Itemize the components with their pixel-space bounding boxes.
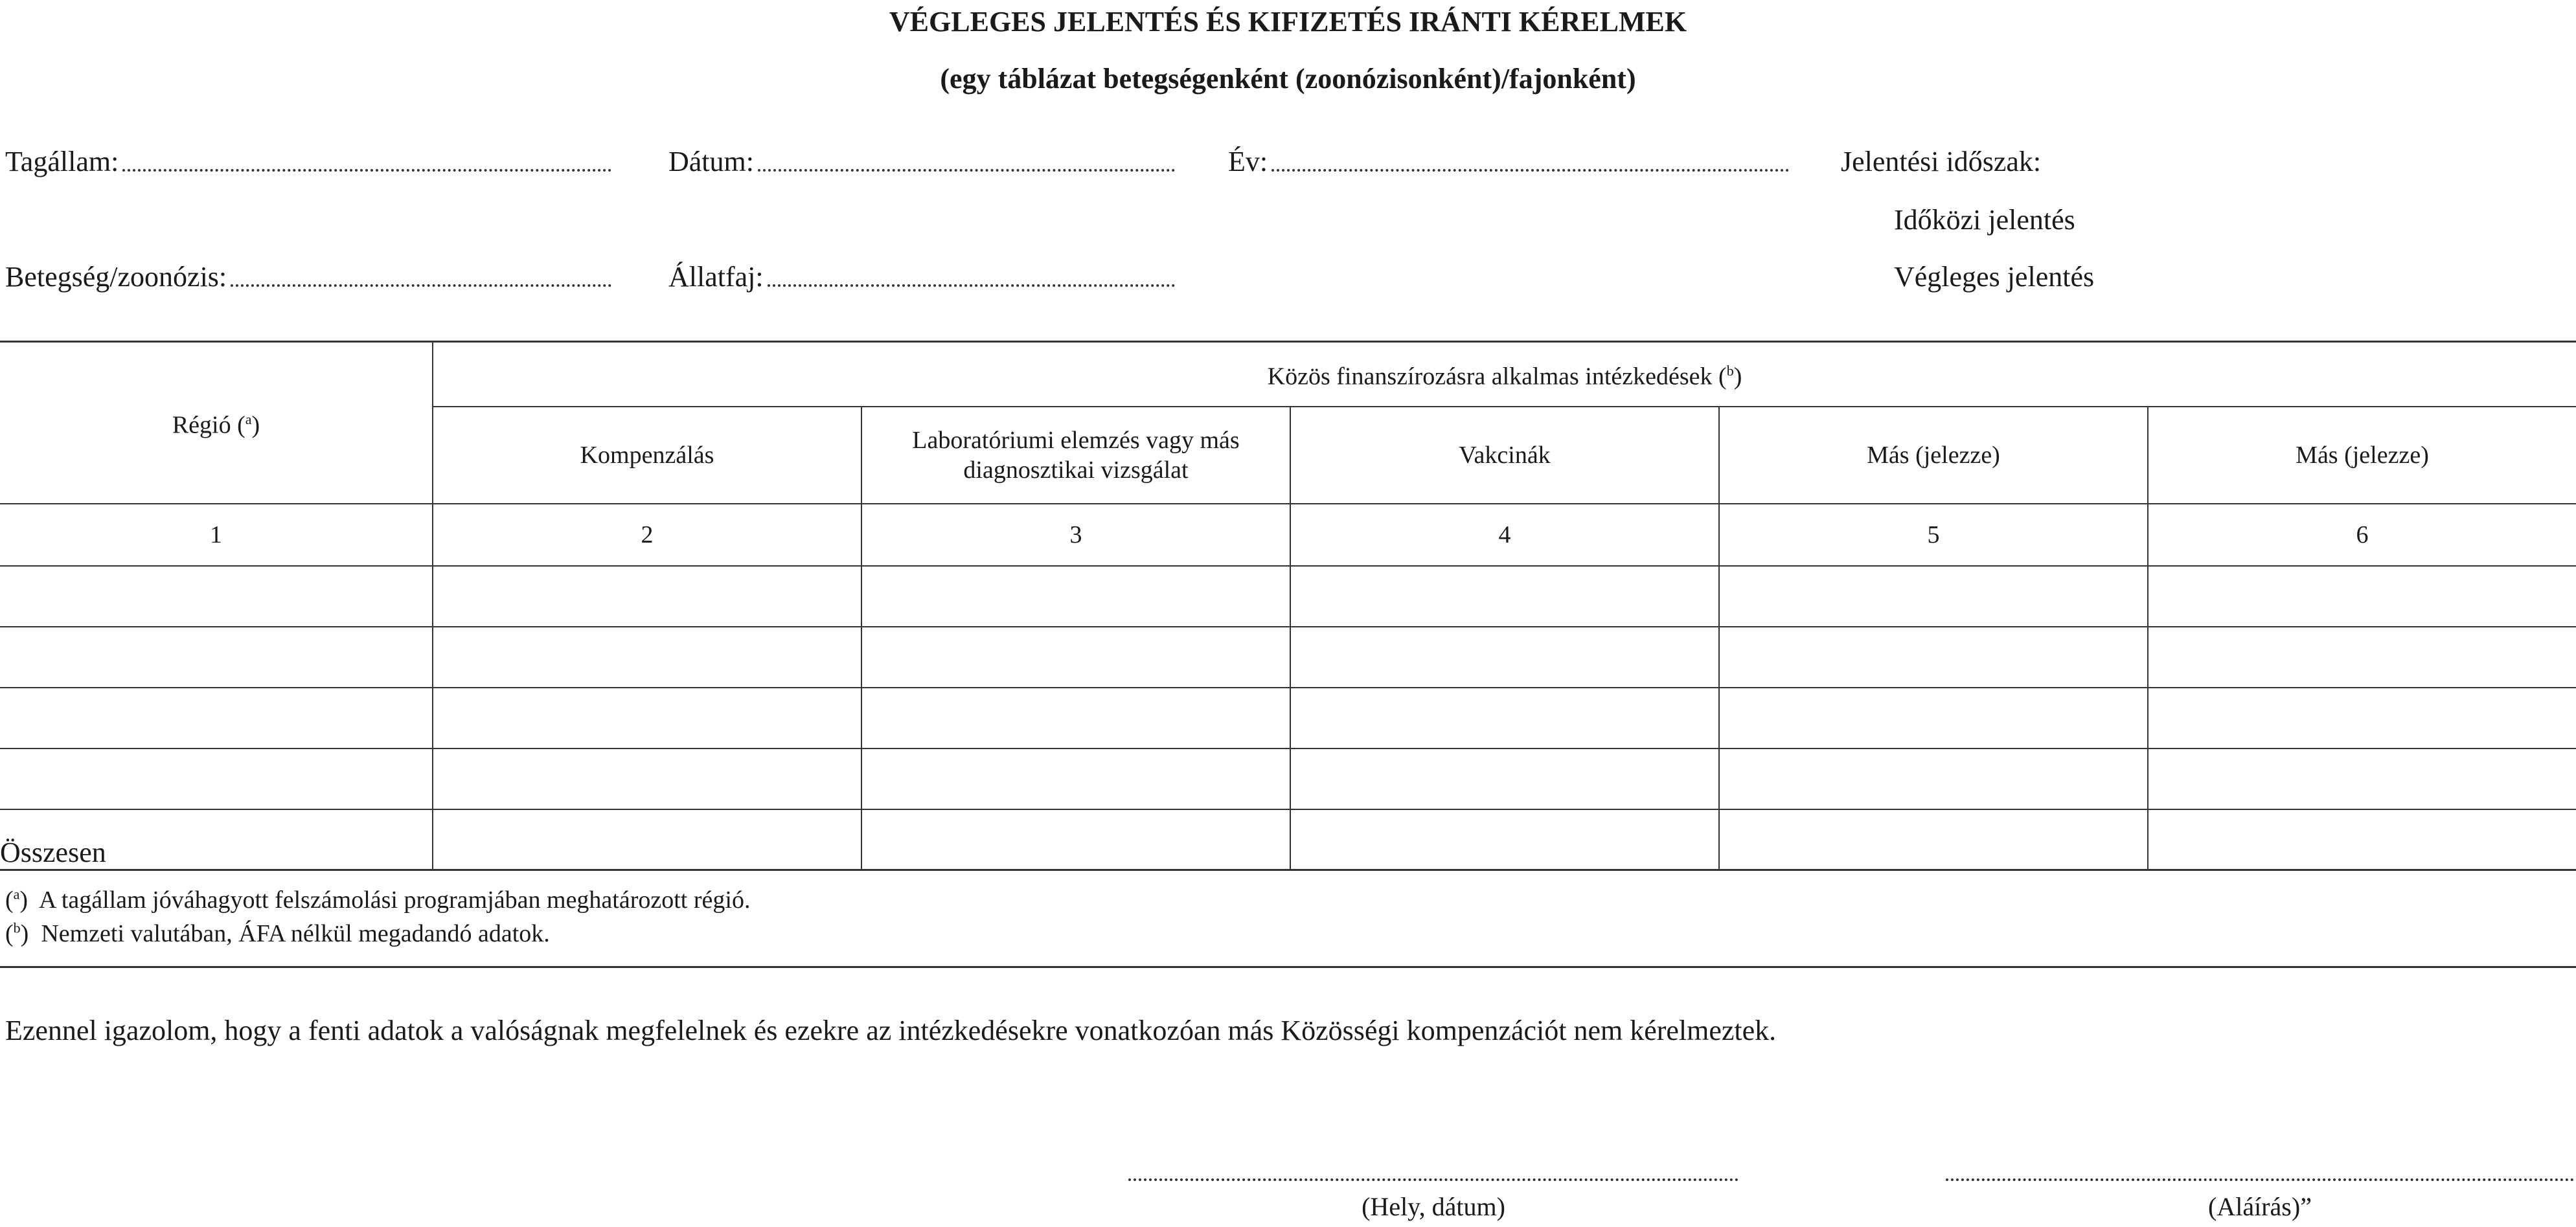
table-cell[interactable] — [1719, 627, 2148, 688]
table-cell[interactable] — [0, 627, 433, 688]
table-cell[interactable] — [1290, 688, 1719, 749]
table-row — [0, 688, 2576, 749]
species-label: Állatfaj: — [668, 261, 764, 293]
measures-table — [0, 341, 2576, 871]
total-cell[interactable] — [1719, 809, 2148, 870]
interim-report-option[interactable]: Időközi jelentés — [1894, 204, 2075, 236]
eligible-measures-note-mark: b — [1726, 363, 1734, 379]
table-cell[interactable] — [433, 566, 861, 627]
total-cell[interactable] — [1290, 809, 1719, 870]
certification-statement: Ezennel igazolom, hogy a fenti adatok a valóságnak megfelelnek és ezekre az intézkedésekre vonatkozóan más Közösségi kompenzációt nem kérelmeztek. — [5, 1015, 1777, 1046]
table-cell[interactable] — [0, 688, 433, 749]
column-number: 1 — [0, 504, 433, 566]
column-number: 5 — [1719, 504, 2148, 566]
column-header-other-2: Más (jelezze) — [2148, 407, 2576, 504]
date-dotted-line — [758, 164, 1175, 172]
table-cell[interactable] — [1290, 749, 1719, 809]
table-cell[interactable] — [0, 749, 433, 809]
column-number: 6 — [2148, 504, 2576, 566]
year-label: Év: — [1228, 146, 1268, 177]
table-cell[interactable] — [2148, 566, 2576, 627]
species-dotted-line — [768, 279, 1175, 287]
year-dotted-line — [1271, 164, 1789, 172]
region-header: Régió ($^a$) — [0, 342, 433, 504]
table-cell[interactable] — [1290, 627, 1719, 688]
column-number: 3 — [861, 504, 1290, 566]
document-subtitle: (egy táblázat betegségenként (zoonózisonként)/fajonként) — [940, 63, 1636, 95]
table-cell[interactable] — [861, 749, 1290, 809]
total-cell[interactable] — [2148, 809, 2576, 870]
footnote-b: ($^b$) Nemzeti valutában, ÁFA nélkül megadandó adatok. — [5, 919, 550, 947]
eligible-measures-header: Közös finanszírozásra alkalmas intézkedések ($^b$) — [433, 342, 2576, 407]
date-label: Dátum: — [668, 146, 754, 177]
member-state-dotted-line — [122, 164, 611, 172]
table-cell[interactable] — [433, 749, 861, 809]
footnote-divider — [0, 966, 2576, 968]
member-state-field[interactable] — [5, 145, 611, 178]
date-field[interactable] — [668, 145, 1175, 178]
signature-caption: (Aláírás)” — [2208, 1192, 2312, 1221]
disease-label: Betegség/zoonózis: — [5, 261, 227, 293]
disease-dotted-line — [231, 279, 611, 287]
table-cell[interactable] — [1719, 688, 2148, 749]
region-note-mark: a — [245, 411, 252, 428]
table-row — [0, 627, 2576, 688]
footnote-a-mark: a — [13, 886, 20, 903]
total-label: Összesen — [0, 809, 433, 870]
total-cell[interactable] — [861, 809, 1290, 870]
table-row — [0, 566, 2576, 627]
table-cell[interactable] — [861, 688, 1290, 749]
reporting-period-label: Jelentési időszak: — [1841, 146, 2042, 177]
footnote-a-text: A tagállam jóváhagyott felszámolási programjában meghatározott régió. — [38, 886, 751, 914]
table-cell[interactable] — [1290, 566, 1719, 627]
table-cell[interactable] — [0, 566, 433, 627]
footnote-b-text: Nemzeti valutában, ÁFA nélkül megadandó adatok. — [41, 920, 550, 947]
signature-line[interactable] — [1946, 1178, 2574, 1181]
table-cell[interactable] — [433, 688, 861, 749]
year-field[interactable] — [1228, 145, 1789, 178]
eligible-measures-text: Közös finanszírozásra alkalmas intézkedések — [1267, 363, 1713, 391]
column-number: 2 — [433, 504, 861, 566]
column-header-vaccines: Vakcinák — [1290, 407, 1719, 504]
table-cell[interactable] — [2148, 749, 2576, 809]
table-cell[interactable] — [1719, 566, 2148, 627]
footnote-a: ($^a$) A tagállam jóváhagyott felszámolási programjában meghatározott régió. — [5, 886, 751, 914]
table-row — [0, 749, 2576, 809]
table-cell[interactable] — [861, 566, 1290, 627]
place-date-caption: (Hely, dátum) — [1362, 1192, 1505, 1221]
column-number: 4 — [1290, 504, 1719, 566]
column-header-other-1: Más (jelezze) — [1719, 407, 2148, 504]
disease-field[interactable] — [5, 260, 611, 293]
table-cell[interactable] — [2148, 627, 2576, 688]
column-header-compensation: Kompenzálás — [433, 407, 861, 504]
document-title: VÉGLEGES JELENTÉS ÉS KIFIZETÉS IRÁNTI KÉRELMEK — [889, 6, 1687, 38]
table-cell[interactable] — [433, 627, 861, 688]
table-cell[interactable] — [1719, 749, 2148, 809]
species-field[interactable] — [668, 260, 1175, 293]
table-cell[interactable] — [2148, 688, 2576, 749]
footnote-b-mark: b — [13, 919, 21, 936]
total-row — [0, 809, 2576, 870]
column-header-lab-analysis: Laboratóriumi elemzés vagy más diagnosztikai vizsgálat — [861, 407, 1290, 504]
region-header-text: Régió — [172, 412, 231, 440]
total-cell[interactable] — [433, 809, 861, 870]
table-cell[interactable] — [861, 627, 1290, 688]
final-report-option[interactable]: Végleges jelentés — [1894, 261, 2095, 293]
member-state-label: Tagállam: — [5, 146, 119, 177]
place-date-line[interactable] — [1128, 1178, 1738, 1181]
column-number-row — [0, 504, 2576, 566]
